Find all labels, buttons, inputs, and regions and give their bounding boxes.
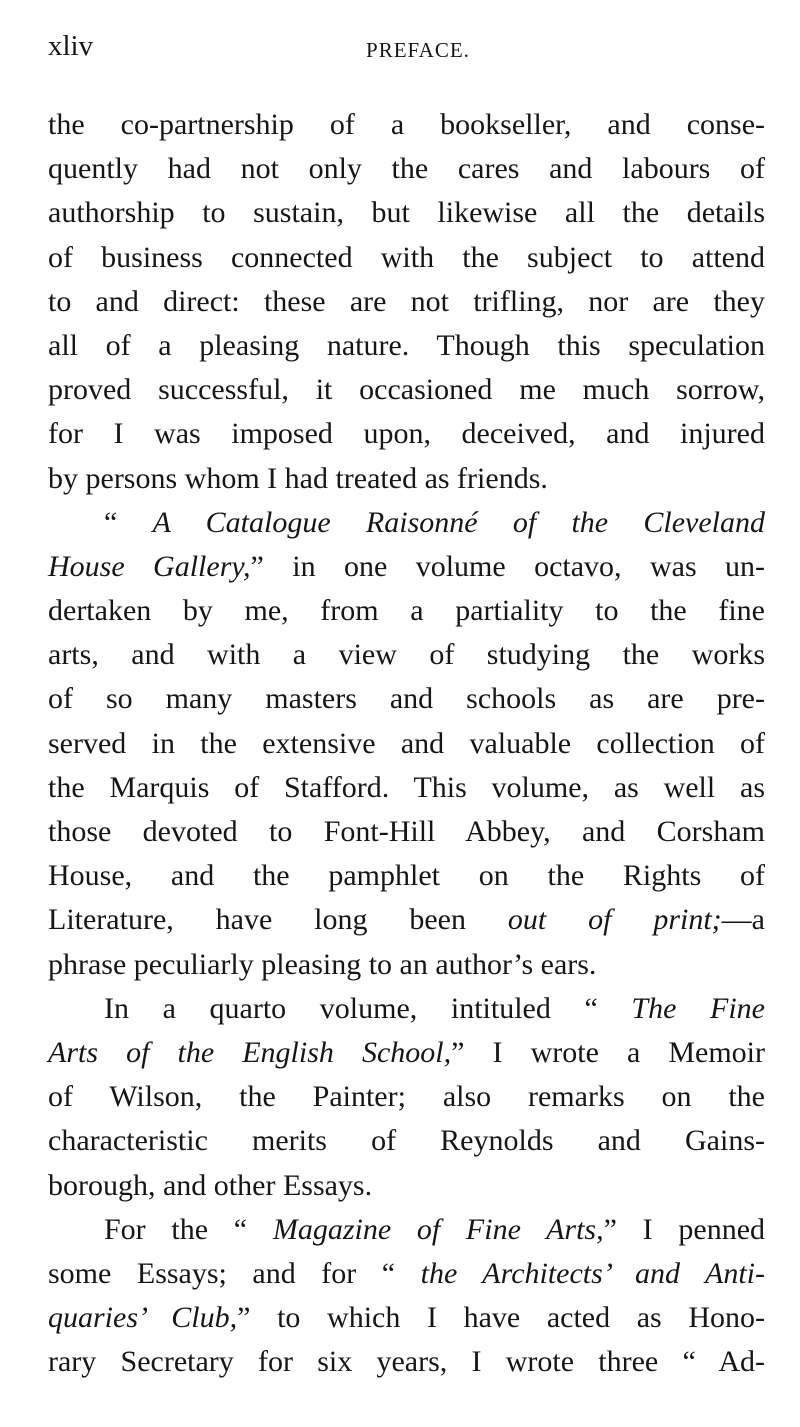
text-segment: to and direct: these are not trifling, nor are they — [48, 284, 765, 318]
text-line — [48, 1208, 765, 1252]
text-line — [48, 457, 765, 501]
text-line — [48, 677, 765, 721]
text-segment: quently had not only the cares and labours of — [48, 152, 765, 186]
text-line — [48, 1075, 765, 1119]
text-segment: authorship to sustain, but likewise all the details — [48, 196, 765, 230]
text-segment: House, and the pamphlet on the Rights of — [48, 859, 765, 893]
text-segment: proved successful, it occasioned me much sorrow, — [48, 373, 765, 407]
text-segment: of so many masters and schools as are pre- — [48, 682, 765, 716]
text-segment: For the “ — [104, 1212, 273, 1246]
text-segment: ” I wrote a Memoir — [451, 1035, 765, 1069]
italic-text: the Architects’ and Anti- — [420, 1256, 766, 1290]
text-segment: those devoted to Font-Hill Abbey, and Corsham — [48, 815, 765, 848]
body-text — [48, 103, 765, 1384]
italic-text: Magazine of Fine Arts, — [272, 1212, 604, 1246]
text-segment: ” in one volume octavo, was un- — [250, 549, 766, 583]
text-line — [48, 1252, 765, 1296]
text-line — [48, 1296, 765, 1340]
italic-text: Arts of the English School, — [48, 1035, 452, 1069]
text-segment: rary Secretary for six years, I wrote three “ Ad- — [48, 1345, 765, 1379]
italic-text: out of print; — [507, 903, 722, 937]
text-segment: some Essays; and for “ — [48, 1256, 421, 1290]
text-segment: dertaken by me, from a partiality to the fine — [48, 594, 765, 628]
text-line — [48, 766, 765, 810]
text-segment: of Wilson, the Painter; also remarks on the — [48, 1080, 765, 1114]
text-line — [48, 943, 765, 987]
text-segment: the co-partnership of a bookseller, and conse- — [48, 108, 765, 141]
text-line — [48, 501, 765, 545]
text-line — [48, 987, 765, 1031]
text-line — [48, 722, 765, 766]
text-line — [48, 810, 765, 854]
text-line — [48, 280, 765, 324]
text-segment: by persons whom I had treated as friends. — [48, 461, 548, 495]
text-line — [48, 633, 765, 677]
text-segment: ” to which I have acted as Hono- — [237, 1301, 766, 1335]
text-line — [48, 1031, 765, 1075]
text-segment: of business connected with the subject to attend — [48, 240, 765, 274]
text-segment: all of a pleasing nature. Though this speculation — [48, 328, 765, 362]
text-line — [48, 545, 765, 589]
text-segment: for I was imposed upon, deceived, and injured — [48, 417, 765, 451]
text-line — [48, 1164, 765, 1208]
text-line — [48, 236, 765, 280]
text-line — [48, 589, 765, 633]
text-segment: —a — [721, 903, 765, 937]
italic-text: The Fine — [631, 991, 765, 1025]
text-line — [48, 898, 765, 942]
text-line — [48, 1119, 765, 1163]
text-line — [48, 368, 765, 412]
text-line — [48, 854, 765, 898]
text-line — [48, 412, 765, 456]
text-segment: phrase peculiarly pleasing to an author’s ears. — [48, 947, 597, 981]
text-segment: “ — [104, 505, 153, 539]
text-segment: the Marquis of Stafford. This volume, as well as — [48, 770, 765, 804]
text-line — [48, 1340, 765, 1384]
italic-text: quaries’ Club, — [48, 1301, 238, 1335]
running-title: PREFACE. — [366, 38, 470, 62]
text-line — [48, 324, 765, 368]
text-segment: arts, and with a view of studying the works — [48, 638, 765, 672]
text-line — [48, 147, 765, 191]
italic-text: House Gallery, — [48, 549, 251, 583]
text-segment: borough, and other Essays. — [48, 1168, 373, 1202]
page-number: xliv — [48, 30, 94, 62]
text-segment: In a quarto volume, intituled “ — [104, 991, 632, 1025]
italic-text: A Catalogue Raisonné of the Cleveland — [152, 505, 765, 539]
text-line — [48, 103, 765, 147]
text-segment: characteristic merits of Reynolds and Gains- — [48, 1124, 765, 1158]
text-segment: Literature, have long been — [48, 903, 508, 937]
text-segment: served in the extensive and valuable collection of — [48, 726, 765, 760]
text-segment: ” I penned — [603, 1212, 766, 1246]
text-line — [48, 191, 765, 235]
